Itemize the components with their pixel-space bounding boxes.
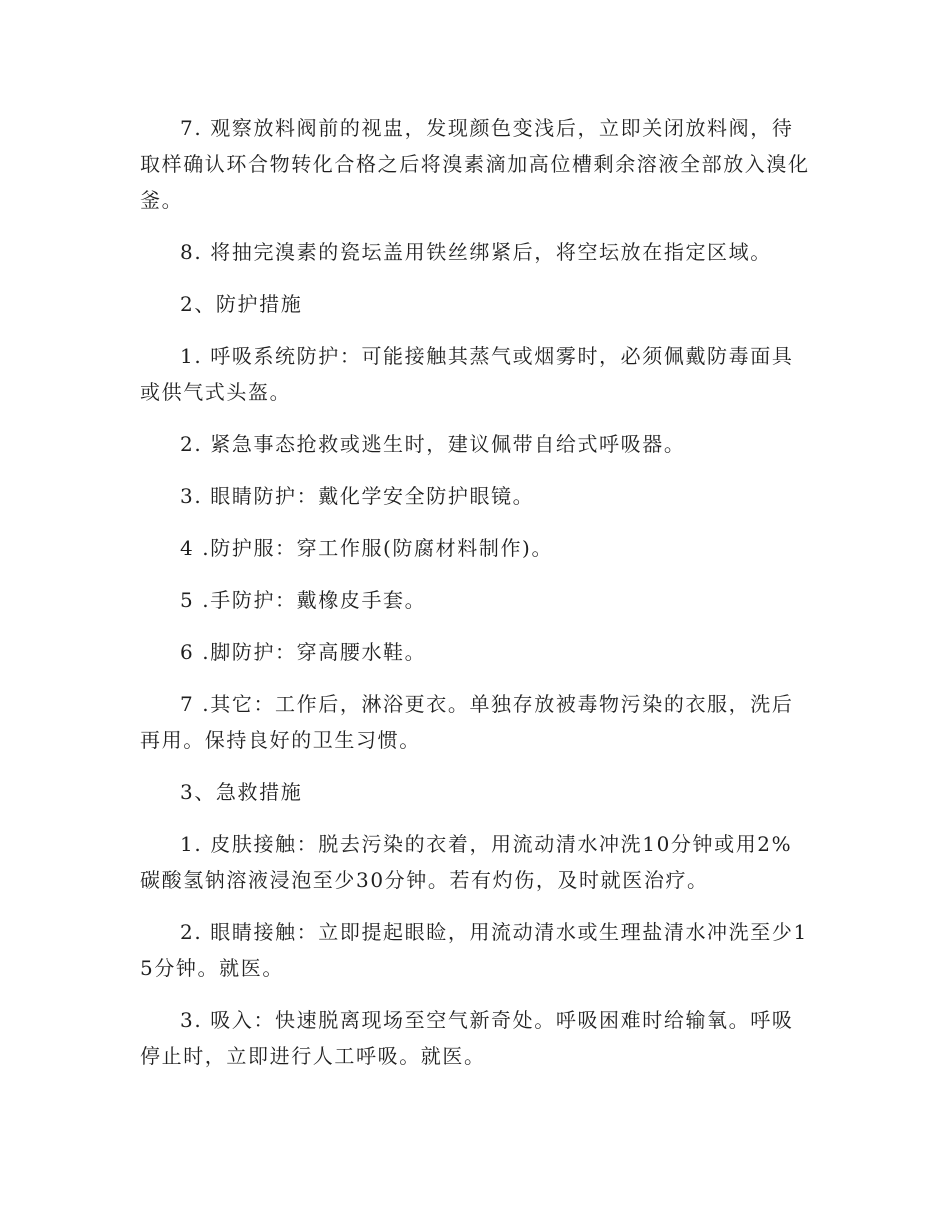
paragraph-first-aid-1: 1. 皮肤接触：脱去污染的衣着，用流动清水冲洗10分钟或用2%碳酸氢钠溶液浸泡至少30分钟。若有灼伤，及时就医治疗。 <box>140 832 793 892</box>
paragraph-protection-7: 7 .其它：工作后，淋浴更衣。单独存放被毒物污染的衣服，洗后再用。保持良好的卫生习惯。 <box>140 692 794 752</box>
paragraph-protection-1: 1. 呼吸系统防护：可能接触其蒸气或烟雾时，必须佩戴防毒面具或供气式头盔。 <box>140 344 794 404</box>
paragraph-first-aid-2: 2. 眼睛接触：立即提起眼睑，用流动清水或生理盐清水冲洗至少15分钟。就医。 <box>140 920 808 980</box>
section-heading-protection: 2、防护措施 <box>180 292 303 316</box>
paragraph-step-8: 8. 将抽完溴素的瓷坛盖用铁丝绑紧后，将空坛放在指定区域。 <box>180 240 772 264</box>
paragraph-protection-5: 5 .手防护：戴橡皮手套。 <box>180 588 427 612</box>
section-heading-first-aid: 3、急救措施 <box>180 780 303 804</box>
paragraph-protection-2: 2. 紧急事态抢救或逃生时，建议佩带自给式呼吸器。 <box>180 432 686 456</box>
paragraph-step-7: 7. 观察放料阀前的视盅，发现颜色变浅后，立即关闭放料阀，待取样确认环合物转化合格之后将溴素滴加高位槽剩余溶液全部放入溴化釜。 <box>140 116 810 212</box>
paragraph-first-aid-3: 3. 吸入：快速脱离现场至空气新奇处。呼吸困难时给输氧。呼吸停止时，立即进行人工呼吸。就医。 <box>140 1008 794 1068</box>
paragraph-protection-4: 4 .防护服：穿工作服(防腐材料制作)。 <box>180 536 554 560</box>
paragraph-protection-6: 6 .脚防护：穿高腰水鞋。 <box>180 640 427 664</box>
paragraph-protection-3: 3. 眼睛防护：戴化学安全防护眼镜。 <box>180 484 535 508</box>
document-body <box>140 110 810 1090</box>
